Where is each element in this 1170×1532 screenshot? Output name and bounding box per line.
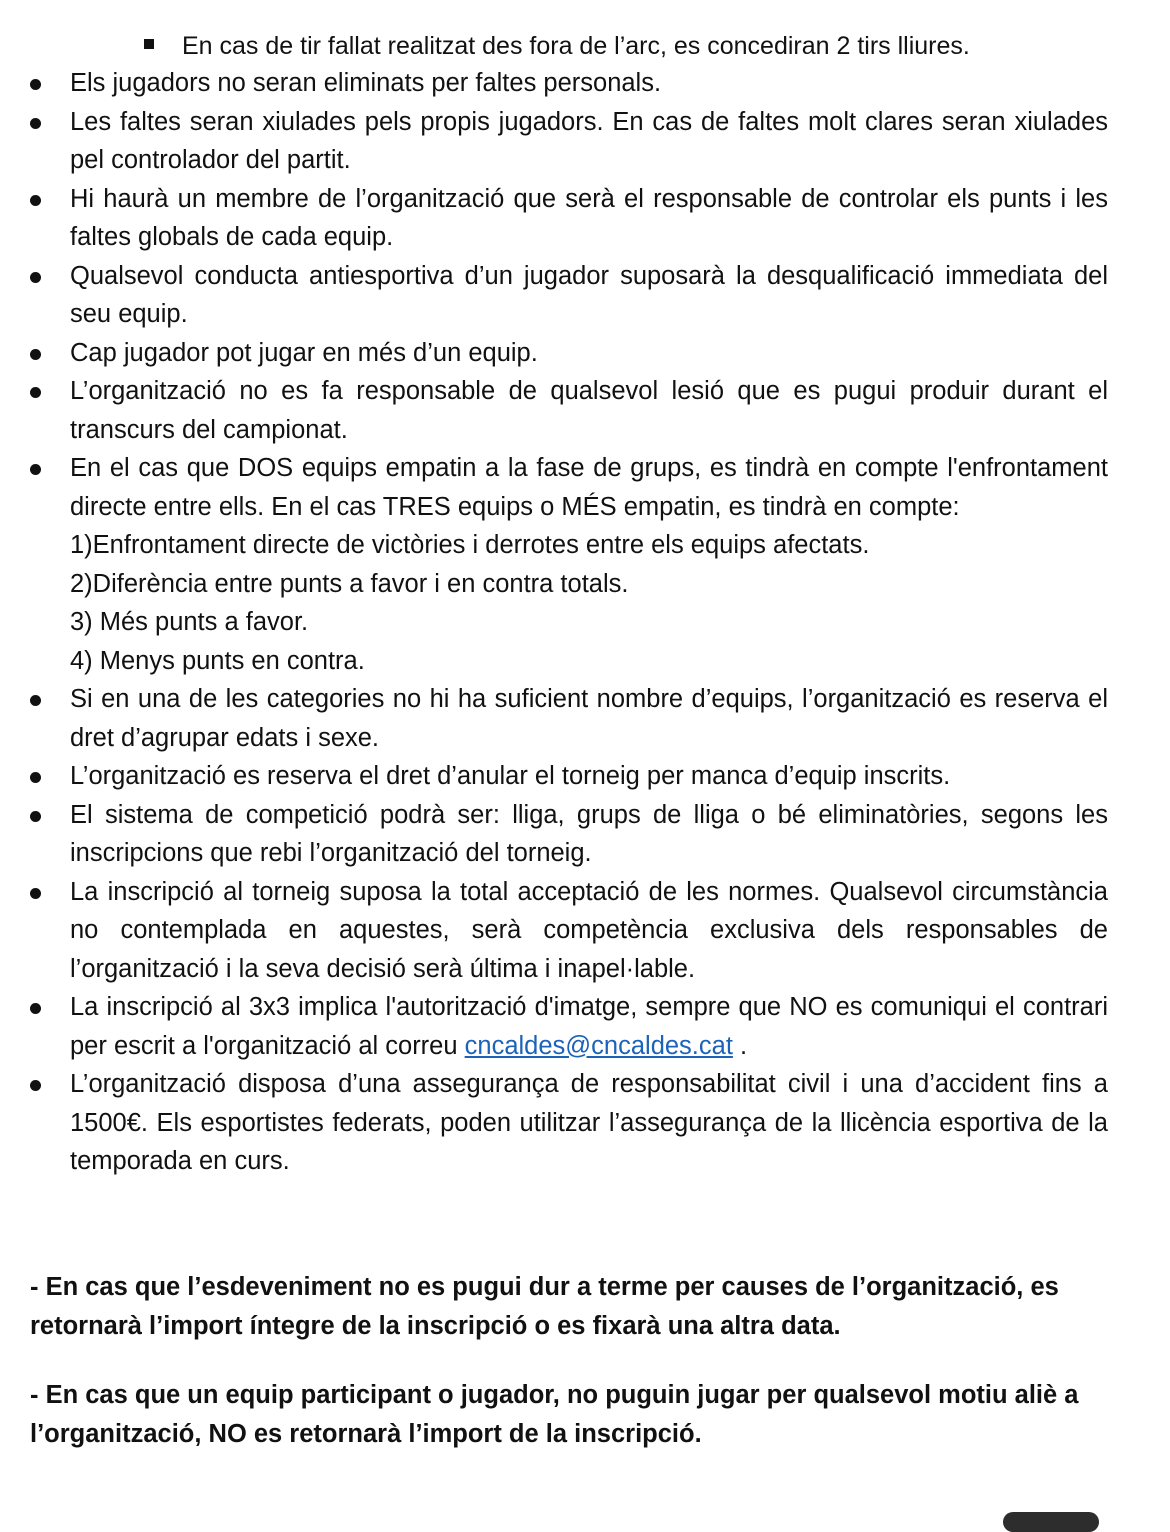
free-throw-rule: En cas de tir fallat realitzat des fora de l’arc, es concediran 2 tirs lliures.: [182, 32, 970, 60]
list-item: El sistema de competició podrà ser: lliga, grups de lliga o bé eliminatòries, segons les inscripcions que rebi l’organització del torneig.: [70, 796, 1108, 873]
bullet-icon: [30, 695, 41, 706]
list-item: L’organització es reserva el dret d’anular el torneig per manca d’equip inscrits.: [70, 757, 1108, 796]
tie-criterion-4: 4) Menys punts en contra.: [70, 646, 365, 675]
tie-criterion-1: 1)Enfrontament directe de victòries i derrotes entre els equips afectats.: [70, 531, 870, 559]
list-item: Cap jugador pot jugar en més d’un equip.: [70, 334, 1108, 373]
bullet-icon: [30, 888, 41, 899]
tie-criterion-3: 3) Més punts a favor.: [70, 608, 309, 636]
bullet-icon: [30, 1003, 41, 1014]
bullet-icon: [30, 387, 41, 398]
email-link[interactable]: cncaldes@cncaldes.cat: [464, 1031, 733, 1060]
list-item: Les faltes seran xiulades pels propis jugadors. En cas de faltes molt clares seran xiulades pel controlador del partit.: [70, 103, 1108, 180]
tie-criterion-2: 2)Diferència entre punts a favor i en contra totals.: [70, 569, 629, 598]
scroll-handle[interactable]: [1003, 1512, 1099, 1532]
square-bullet-icon: [144, 39, 154, 49]
bullet-icon: [30, 811, 41, 822]
bullet-icon: [30, 79, 41, 90]
bullet-icon: [30, 464, 41, 475]
rules-list: [70, 64, 1108, 1181]
image-rights-rule: La inscripció al 3x3 implica l'autorització d'imatge, sempre que NO es comuniqui el contrari per escrit a l'organització al correu cncaldes@cncaldes.cat .: [70, 988, 1108, 1065]
list-item: Qualsevol conducta antiesportiva d’un jugador suposarà la desqualificació immediata del seu equip.: [70, 257, 1108, 334]
tie-break-rule: En el cas que DOS equips empatin a la fase de grups, es tindrà en compte l'enfrontament directe entre ells. En el cas TRES equips o MÉS empatin, es tindrà en compte: 1)Enfrontament directe de victòries i derrotes entre els equips afectats. 2)Diferència entre punts a favor i en contra totals. 3) Més punts a favor. 4) Menys punts en contra.: [70, 449, 1108, 680]
insurance-rule: L’organització disposa d’una assegurança de responsabilitat civil i una d’accident fins a 1500€. Els esportistes federats, poden utilitzar l’assegurança de la llicència esportiva de la temporada en curs.: [70, 1065, 1108, 1181]
list-item: La inscripció al torneig suposa la total acceptació de les normes. Qualsevol circumstància no contemplada en aquestes, serà competència exclusiva dels responsables de l’organització i la seva decisió serà última i inapel·lable.: [70, 873, 1108, 989]
refund-note-participant: - En cas que un equip participant o jugador, no puguin jugar per qualsevol motiu aliè a l’organització, NO es retornarà l’import de la inscripció.: [30, 1381, 1079, 1448]
bullet-icon: [30, 272, 41, 283]
refund-note-organization: - En cas que l’esdeveniment no es pugui dur a terme per causes de l’organització, es retornarà l’import íntegre de la inscripció o es fixarà una altra data.: [30, 1273, 1059, 1340]
bullet-icon: [30, 118, 41, 129]
list-item: Si en una de les categories no hi ha suficient nombre d’equips, l’organització es reserva el dret d’agrupar edats i sexe.: [70, 680, 1108, 757]
bullet-icon: [30, 349, 41, 360]
list-item: Els jugadors no seran eliminats per faltes personals.: [70, 64, 1108, 103]
bullet-icon: [30, 772, 41, 783]
bullet-icon: [30, 195, 41, 206]
bullet-icon: [30, 1080, 41, 1091]
list-item: Hi haurà un membre de l’organització que serà el responsable de controlar els punts i les faltes globals de cada equip.: [70, 180, 1108, 257]
list-item: L’organització no es fa responsable de qualsevol lesió que es pugui produir durant el transcurs del campionat.: [70, 372, 1108, 449]
